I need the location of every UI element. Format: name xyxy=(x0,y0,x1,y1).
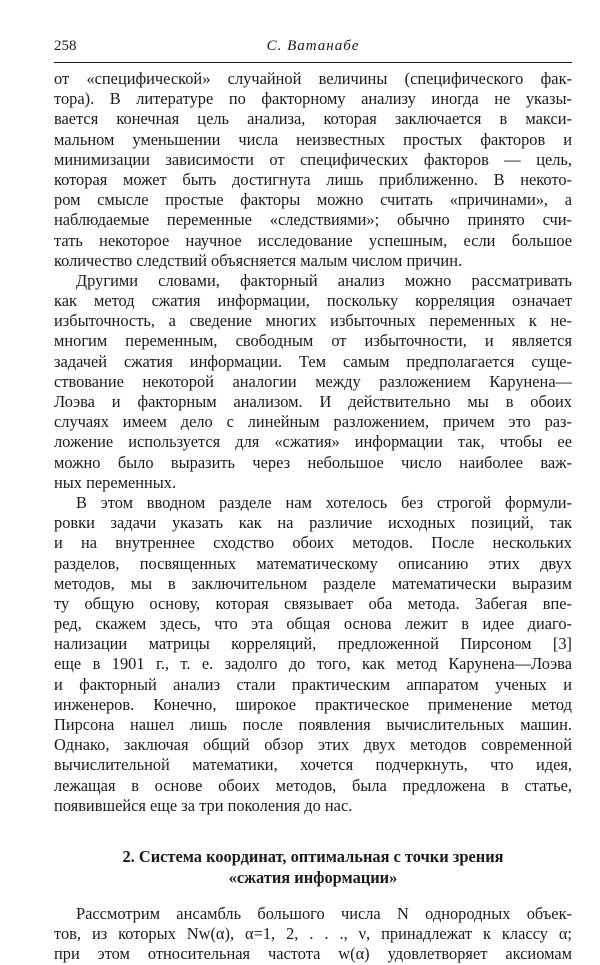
text-line: избыточность, а сведение многих избыточных переменных к не- xyxy=(54,311,572,331)
heading-spacer xyxy=(54,888,572,904)
text-line: ствование некоторой аналогии между разложением Карунена— xyxy=(54,371,572,391)
text-line: разделов, посвященных математическому описанию этих двух xyxy=(54,553,572,573)
text-line: Рассмотрим ансамбль большого числа N однородных объек- xyxy=(76,903,572,923)
text-line: как метод сжатия информации, поскольку корреляция означает xyxy=(54,291,572,311)
text-line: минимизации зависимости от специфических факторов — цель, xyxy=(54,149,572,169)
paragraph-2 xyxy=(54,271,572,493)
text-line: ту общую основу, которая связывает оба метода. Забегая впе- xyxy=(54,593,572,613)
text-line: нализации матрицы корреляций, предложенной Пирсоном [3] xyxy=(54,634,572,654)
text-line: ред, скажем здесь, что эта общая основа лежит в идее диаго- xyxy=(54,614,572,634)
section-heading-line: «сжатия информации» xyxy=(228,867,398,887)
text-line: количество следствий объясняется малым числом причин. xyxy=(54,250,463,270)
text-line: Пирсона нашел лишь после появления вычислительных машин. xyxy=(54,715,572,734)
text-line: мальном уменьшении числа неизвестных простых факторов и xyxy=(54,129,572,149)
text-line: наблюдаемые переменные «следствиями»; обычно принято счи- xyxy=(54,210,572,230)
text-line: вычислительной математики, хочется подчеркнуть, что идея, xyxy=(54,755,572,775)
text-line: которая может быть достигнута лишь приближенно. В некото- xyxy=(54,169,572,189)
paragraph-4 xyxy=(54,904,572,965)
text-line: появившейся еще за три поколения до нас. xyxy=(54,795,353,815)
text-line: тов, из которых Nw(α), α=1, 2, . . ., ν, принадлежат к классу α; xyxy=(54,924,572,944)
paragraph-3 xyxy=(54,493,572,816)
page-number: 258 xyxy=(54,38,77,54)
text-line: Однако, заключая общий обзор этих двух методов современной xyxy=(54,735,572,755)
text-line: лежащая в основе обоих методов, была предложена в статье, xyxy=(54,775,572,795)
text-line: ложение используется для «сжатия» информации так, чтобы ее xyxy=(54,432,572,452)
text-line: случаях имеем дело с линейным разложением, причем это раз- xyxy=(54,412,572,432)
text-line: тать некоторое научное исследование успешным, если большое xyxy=(54,230,572,250)
text-line: ром смысле простые факторы можно считать «причинами», а xyxy=(54,190,572,210)
paragraph-1 xyxy=(54,69,572,271)
text-line: задачей сжатия информации. Тем самым предполагается суще- xyxy=(54,351,572,371)
running-head xyxy=(54,38,572,58)
running-title: С. Ватанабе xyxy=(266,38,360,54)
text-line: от «специфической» случайной величины (специфического фак- xyxy=(54,69,572,88)
text-line: Другими словами, факторный анализ можно рассматривать xyxy=(76,270,572,290)
text-line: вается конечная цель анализа, которая заключается в макси- xyxy=(54,109,572,129)
text-line: еще в 1901 г., т. е. задолго до того, как метод Карунена—Лоэва xyxy=(54,654,572,674)
text-line: Лоэва и факторным анализом. И действительно мы в обоих xyxy=(54,392,572,411)
text-line: В этом вводном разделе нам хотелось без строгой формули- xyxy=(76,492,572,512)
section-heading-line: 2. Система координат, оптимальная с точки зрения xyxy=(122,846,504,866)
text-line: инженеров. Конечно, широкое практическое применение метод xyxy=(54,694,572,714)
text-line: многим переменным, свободным от избыточности, и является xyxy=(54,331,572,351)
text-line: методов, мы в заключительном разделе математически выразим xyxy=(54,573,572,593)
text-line: и на внутреннее сходство обоих методов. После нескольких xyxy=(54,533,572,553)
text-line: тора). В литературе по факторному анализу иногда не указы- xyxy=(54,89,572,109)
section-heading xyxy=(54,846,572,888)
book-page xyxy=(54,38,572,965)
text-line: можно было выразить через небольшое число наиболее важ- xyxy=(54,452,572,472)
header-rule xyxy=(54,62,572,63)
text-line: при этом относительная частота w(α) удовлетворяет аксиомам xyxy=(54,944,572,964)
text-line: ровки задачи указать как на различие исходных позиций, так xyxy=(54,513,572,533)
text-line: ных переменных. xyxy=(54,472,177,492)
text-line: и факторный анализ стали практическим аппаратом ученых и xyxy=(54,674,572,694)
section-spacer xyxy=(54,816,572,846)
